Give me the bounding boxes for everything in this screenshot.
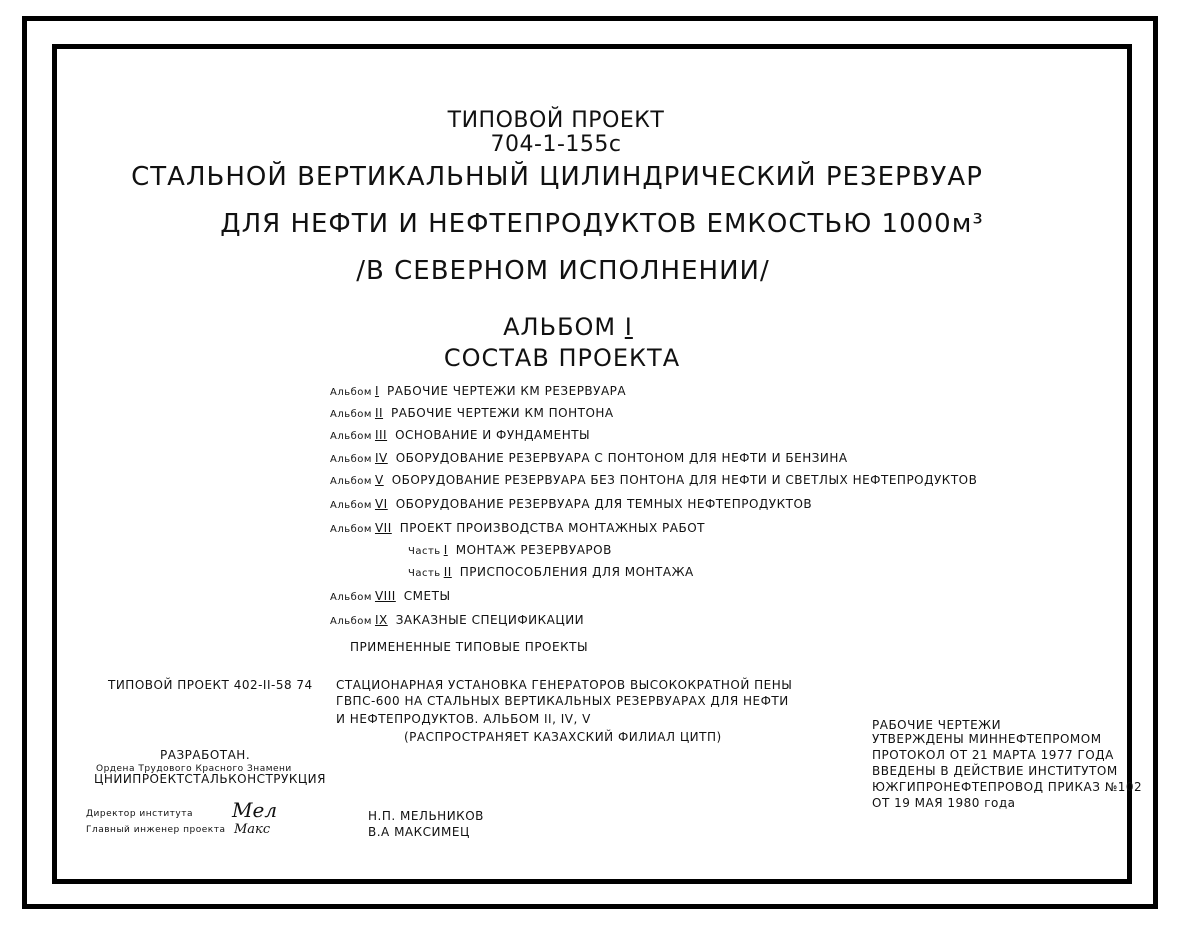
contents-item-tag: Часть	[408, 546, 441, 557]
contents-item-text: ПРИСПОСОБЛЕНИЯ ДЛЯ МОНТАЖА	[459, 565, 694, 579]
engineer-role: Главный инженер проекта	[86, 825, 226, 835]
contents-item	[330, 493, 812, 512]
applied-ref: ТИПОВОЙ ПРОЕКТ 402-II-58 74	[108, 678, 313, 692]
contents-item-tag: Альбом	[330, 500, 372, 511]
director-role: Директор института	[86, 809, 193, 819]
header-type: ТИПОВОЙ ПРОЕКТ	[447, 108, 665, 133]
developer-label: РАЗРАБОТАН.	[160, 748, 251, 762]
contents-item-text: ОБОРУДОВАНИЕ РЕЗЕРВУАРА С ПОНТОНОМ ДЛЯ НЕФТИ И БЕНЗИНА	[395, 451, 848, 465]
contents-item-tag: Альбом	[330, 431, 372, 442]
contents-item-tag: Альбом	[330, 592, 372, 603]
contents-item	[330, 402, 614, 421]
contents-item-text: МОНТАЖ РЕЗЕРВУАРОВ	[455, 543, 612, 557]
project-number: 704-1-155с	[490, 132, 622, 157]
contents-item-number: II	[374, 406, 384, 420]
contents-item-number: IV	[374, 451, 388, 465]
contents-item-tag: Часть	[408, 568, 441, 579]
contents-item-number: VII	[374, 521, 392, 535]
project-title-line3: /В СЕВЕРНОМ ИСПОЛНЕНИИ/	[356, 256, 770, 286]
contents-item-tag: Альбом	[330, 476, 372, 487]
approval-line-2: УТВЕРЖДЕНЫ МИННЕФТЕПРОМОМ	[872, 732, 1102, 746]
director-signature: Мел	[232, 798, 278, 822]
applied-desc-2: ГВПС-600 НА СТАЛЬНЫХ ВЕРТИКАЛЬНЫХ РЕЗЕРВУАРАХ ДЛЯ НЕФТИ	[336, 694, 789, 708]
contents-item-tag: Альбом	[330, 409, 372, 420]
contents-item-tag: Альбом	[330, 387, 372, 398]
contents-item-tag: Альбом	[330, 616, 372, 627]
applied-desc-3: И НЕФТЕПРОДУКТОВ. АЛЬБОМ II, IV, V	[336, 712, 591, 726]
approval-line-1: РАБОЧИЕ ЧЕРТЕЖИ	[872, 718, 1002, 732]
contents-item-number: III	[374, 428, 388, 442]
approval-line-4: ВВЕДЕНЫ В ДЕЙСТВИЕ ИНСТИТУТОМ	[872, 764, 1118, 778]
developer-org: ЦНИИПРОЕКТСТАЛЬКОНСТРУКЦИЯ	[94, 772, 326, 786]
project-title-line2: ДЛЯ НЕФТИ И НЕФТЕПРОДУКТОВ ЕМКОСТЬЮ 1000м³	[220, 209, 984, 239]
contents-item-text: РАБОЧИЕ ЧЕРТЕЖИ КМ ПОНТОНА	[391, 406, 614, 420]
applied-heading: ПРИМЕНЕННЫЕ ТИПОВЫЕ ПРОЕКТЫ	[350, 640, 589, 654]
contents-item-text: ЗАКАЗНЫЕ СПЕЦИФИКАЦИИ	[395, 613, 585, 627]
contents-item	[408, 561, 694, 580]
contents-item-text: ОСНОВАНИЕ И ФУНДАМЕНТЫ	[395, 428, 591, 442]
director-name: Н.П. МЕЛЬНИКОВ	[368, 809, 484, 823]
approval-line-6: ОТ 19 МАЯ 1980 года	[872, 796, 1016, 810]
contents-item-tag: Альбом	[330, 454, 372, 465]
applied-desc-1: СТАЦИОНАРНАЯ УСТАНОВКА ГЕНЕРАТОРОВ ВЫСОКОКРАТНОЙ ПЕНЫ	[336, 678, 793, 692]
contents-item	[330, 585, 451, 604]
contents-item	[330, 380, 626, 399]
contents-item-text: РАБОЧИЕ ЧЕРТЕЖИ КМ РЕЗЕРВУАРА	[387, 384, 627, 398]
album-number: I	[624, 313, 633, 341]
contents-item-number: IX	[374, 613, 388, 627]
contents-item-text: СМЕТЫ	[403, 589, 451, 603]
project-title: СТАЛЬНОЙ ВЕРТИКАЛЬНЫЙ ЦИЛИНДРИЧЕСКИЙ РЕЗЕРВУАР	[131, 162, 983, 192]
contents-item	[408, 539, 612, 558]
contents-item	[330, 609, 584, 628]
approval-line-5: ЮЖГИПРОНЕФТЕПРОВОД ПРИКАЗ №102	[872, 780, 1143, 794]
contents-item-text: ОБОРУДОВАНИЕ РЕЗЕРВУАРА БЕЗ ПОНТОНА ДЛЯ НЕФТИ И СВЕТЛЫХ НЕФТЕПРОДУКТОВ	[391, 473, 978, 487]
contents-item-number: VIII	[374, 589, 396, 603]
engineer-signature: Макс	[234, 822, 271, 837]
contents-item-text: ОБОРУДОВАНИЕ РЕЗЕРВУАРА ДЛЯ ТЕМНЫХ НЕФТЕПРОДУКТОВ	[395, 497, 813, 511]
contents-item-number: II	[443, 565, 452, 579]
contents-item-number: VI	[374, 497, 388, 511]
engineer-name: В.А МАКСИМЕЦ	[368, 825, 470, 839]
album-subtitle: СОСТАВ ПРОЕКТА	[443, 344, 681, 372]
contents-item-number: I	[443, 543, 448, 557]
contents-item	[330, 447, 848, 466]
contents-item-number: I	[374, 384, 380, 398]
album-heading	[503, 313, 633, 341]
approval-line-3: ПРОТОКОЛ ОТ 21 МАРТА 1977 ГОДА	[872, 748, 1114, 762]
contents-item	[330, 424, 590, 443]
contents-item	[330, 517, 705, 536]
album-label: АЛЬБОМ	[503, 313, 617, 341]
contents-item-tag: Альбом	[330, 524, 372, 535]
applied-desc-4: (РАСПРОСТРАНЯЕТ КАЗАХСКИЙ ФИЛИАЛ ЦИТП)	[404, 730, 722, 744]
developer-order: Ордена Трудового Красного Знамени	[96, 764, 292, 774]
contents-item	[330, 469, 977, 488]
contents-item-text: ПРОЕКТ ПРОИЗВОДСТВА МОНТАЖНЫХ РАБОТ	[399, 521, 705, 535]
contents-item-number: V	[374, 473, 384, 487]
